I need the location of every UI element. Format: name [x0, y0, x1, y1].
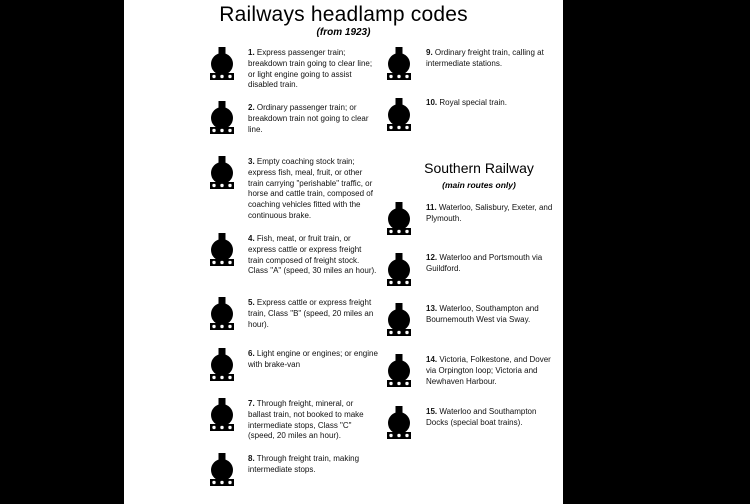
code-11-description: 11. Waterloo, Salisbury, Exeter, and Plymouth.: [426, 203, 553, 223]
locomotive-front-icon: [209, 397, 235, 433]
locomotive-front-icon: [209, 452, 235, 488]
locomotive-front-icon: [209, 347, 235, 383]
code-15-description: 15. Waterloo and Southampton Docks (special boat trains).: [426, 407, 537, 427]
southern-railway-subheading: (main routes only): [442, 180, 516, 190]
code-4-description: 4. Fish, meat, or fruit train, or express cattle or express freight train composed of freight stock. Class "A" (speed, 30 miles an hour).: [248, 234, 377, 276]
locomotive-front-icon: [386, 97, 412, 133]
code-7-description: 7. Through freight, mineral, or ballast train, not booked to make intermediate stops, Class "C" (speed, 20 miles an hour).: [248, 399, 364, 441]
code-14-description: 14. Victoria, Folkestone, and Dover via Orpington loop; Victoria and Newhaven Harbour.: [426, 355, 551, 386]
page-subtitle: (from 1923): [316, 27, 371, 38]
code-13-description: 13. Waterloo, Southampton and Bournemouth West via Sway.: [426, 304, 539, 324]
code-12-description: 12. Waterloo and Portsmouth via Guildford.: [426, 253, 543, 273]
locomotive-front-icon: [386, 46, 412, 82]
page-title: Railways headlamp codes: [219, 3, 468, 26]
locomotive-front-icon: [386, 353, 412, 389]
locomotive-front-icon: [209, 232, 235, 268]
locomotive-front-icon: [386, 252, 412, 288]
locomotive-front-icon: [386, 302, 412, 338]
locomotive-front-icon: [386, 405, 412, 441]
locomotive-front-icon: [209, 46, 235, 82]
locomotive-front-icon: [386, 201, 412, 237]
code-2-description: 2. Ordinary passenger train; or breakdown train not going to clear line.: [248, 103, 369, 134]
locomotive-front-icon: [209, 155, 235, 191]
southern-railway-heading: Southern Railway: [424, 160, 534, 176]
code-6-description: 6. Light engine or engines; or engine with brake-van: [248, 349, 378, 369]
locomotive-front-icon: [209, 100, 235, 136]
code-10-description: 10. Royal special train.: [426, 98, 507, 107]
code-9-description: 9. Ordinary freight train, calling at intermediate stations.: [426, 48, 544, 68]
headlamp-codes-sheet: [124, 0, 563, 504]
code-3-description: 3. Empty coaching stock train; express fish, meal, fruit, or other train carrying "perishable" traffic, or horse and cattle train, composed of coaching vehicles fitted with the continuous brake.: [248, 157, 373, 220]
code-5-description: 5. Express cattle or express freight train, Class "B" (speed, 20 miles an hour).: [248, 298, 374, 329]
code-1-description: 1. Express passenger train; breakdown train going to clear line; or light engine going to assist disabled train.: [248, 48, 373, 90]
locomotive-front-icon: [209, 296, 235, 332]
code-8-description: 8. Through freight train, making intermediate stops.: [248, 454, 360, 474]
